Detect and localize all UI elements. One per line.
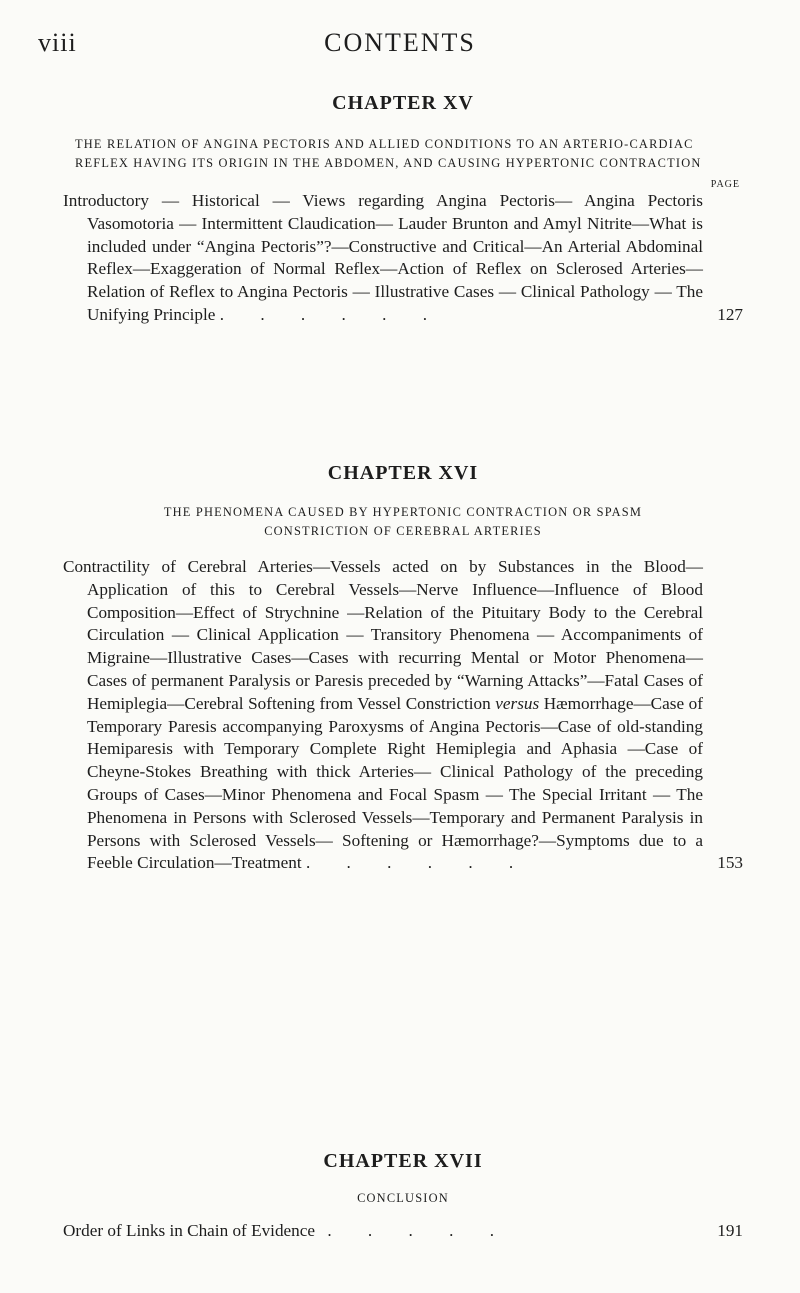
entry-page-number: 127	[717, 304, 743, 324]
chapter-subtitle: CONCLUSION	[357, 1191, 449, 1205]
contents-entry	[63, 1220, 743, 1243]
running-title: CONTENTS	[324, 28, 476, 57]
entry-text: Order of Links in Chain of Evidence	[63, 1221, 316, 1240]
contents-entry	[63, 190, 743, 327]
entry-page-number: 191	[717, 1221, 743, 1240]
chapter-subtitle: THE RELATION OF ANGINA PECTORIS AND ALLIED CONDITIONS TO AN ARTERIO-CARDIAC REFLEX HAVING ITS ORIGIN IN THE ABDOMEN, AND CAUSING HYPERTONIC CONTRACTION	[75, 137, 702, 170]
leader-dots: . . . . . .	[219, 304, 443, 324]
chapter-heading: CHAPTER XV	[332, 92, 474, 114]
chapter-xv	[63, 92, 743, 327]
page-header	[0, 28, 800, 68]
entry-text: Introductory — Historical — Views regarding Angina Pectoris— Angina Pectoris Vasomotoria — Intermittent Claudication— Lauder Brunton and Amyl Nitrite—What is included under “Angina Pectoris”?—Constructive and Critical—An Arterial Abdominal Reflex—Exaggeration of Normal Reflex—Action of Reflex on Sclerosed Arteries—Relation of Reflex to Angina Pectoris — Illustrative Cases — Clinical Pathology — The Unifying Principle	[63, 191, 703, 324]
chapter-heading: CHAPTER XVI	[327, 462, 479, 484]
chapter-xvi	[63, 462, 743, 875]
italic-versus: versus	[495, 693, 540, 713]
chapter-heading: CHAPTER XVII	[323, 1150, 483, 1172]
chapter-subtitle: THE PHENOMENA CAUSED BY HYPERTONIC CONTRACTION OR SPASM CONSTRICTION OF CEREBRAL ARTERIES	[163, 505, 643, 538]
entry-text: Contractility of Cerebral Arteries—Vessels acted on by Substances in the Blood—Application of this to Cerebral Vessels—Nerve Influence—Influence of Blood Composition—Effect of Strychnine —Relation of the Pituitary Body to the Cerebral Circulation — Clinical Application — Transitory Phenomena — Accompaniments of Migraine—Illustrative Cases—Cases with recurring Mental or Motor Phenomena—Cases of permanent Paralysis or Paresis preceded by “Warning Attacks”—Fatal Cases of Hemiplegia—Cerebral Softening from Vessel Constriction versus Hæmorrhage—Case of Temporary Paresis accompanying Paroxysms of Angina Pectoris—Case of old-standing Hemiparesis with Temporary Complete Right Hemiplegia and Aphasia —Case of Cheyne-Stokes Breathing with thick Arteries— Clinical Pathology of the preceding Groups of Cases—Minor Phenomena and Focal Spasm — The Special Irritant — The Phenomena in Persons with Sclerosed Vessels—Temporary and Permanent Paralysis in Persons with Sclerosed Vessels— Softening or Hæmorrhage?—Symptoms due to a Feeble Circulation—Treatment	[63, 557, 703, 873]
chapter-xvii	[63, 1150, 743, 1243]
contents-entry	[63, 556, 743, 875]
page-column-label: PAGE	[710, 179, 740, 190]
entry-page-number: 153	[717, 853, 743, 873]
page-number: viii	[38, 28, 77, 57]
leader-dots: . . . . . .	[305, 853, 530, 873]
leader-dots: . . . . .	[327, 1221, 510, 1240]
